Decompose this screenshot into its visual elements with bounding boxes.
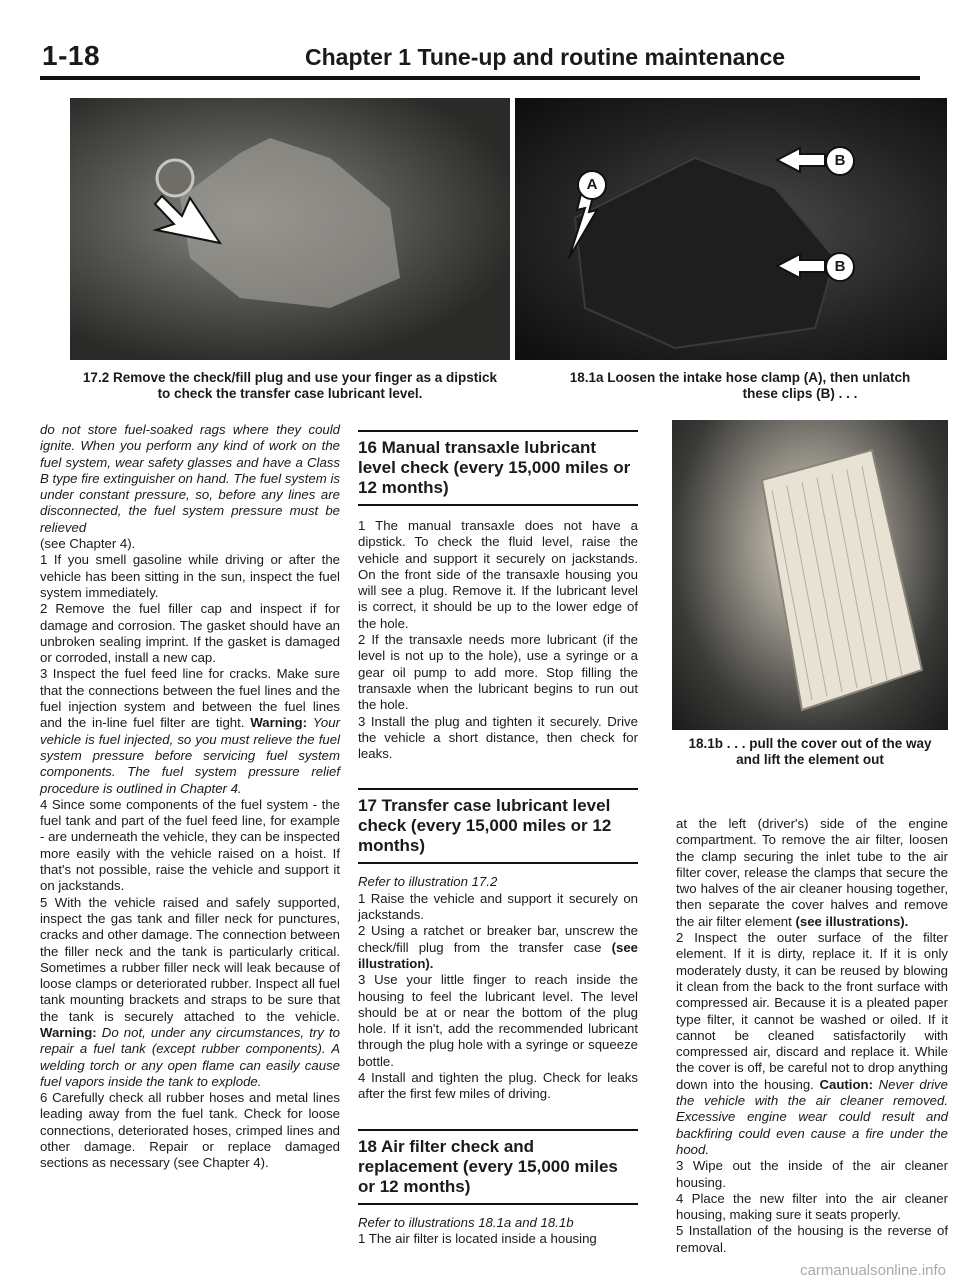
- section-17-rule-top: [358, 788, 638, 790]
- header-rule: [40, 76, 920, 80]
- marker-b-top: B: [825, 146, 855, 176]
- section-17-heading: 17 Transfer case lubricant level check (every 15,000 miles or 12 months): [358, 796, 612, 856]
- caption-18-1a: [535, 370, 945, 402]
- air-filter-icon: [672, 420, 948, 730]
- paragraph-air-filter-5: 5 Installation of the housing is the reverse of removal.: [676, 1223, 948, 1255]
- section-17-rule-bottom: [358, 862, 638, 864]
- section-16-rule-top: [358, 430, 638, 432]
- caption-18-1b: [672, 736, 948, 768]
- section-17-paragraph-3: 3 Use your little finger to reach inside the housing to feel the lubricant level. The level should be at or near the bottom of the plug hole. If it isn't, add the recommended lubricant through the plug hole with a syringe or squeeze bottle.: [358, 972, 638, 1069]
- paragraph-5: 5 With the vehicle raised and safely supported, inspect the gas tank and filler neck for punctures, cracks and other damage. The connection between the filler neck and the tank is particularly critical. Sometimes a rubber filler neck will leak because of loose clamps or deteriorated rubber. Inspect all fuel tank mounting brackets and straps to be sure that the tank is securely attached to the vehicle. Warning: Do not, under any circumstances, try to repair a fuel tank (except rubber components). A welding torch or any open flame can easily cause fuel vapors inside the tank to explode.: [40, 894, 340, 1089]
- arrow-icon: [70, 98, 510, 360]
- arrows-icon: [515, 98, 947, 360]
- photo-18-1a: [515, 98, 947, 360]
- paragraph-air-filter-4: 4 Place the new filter into the air cleaner housing, making sure it seats properly.: [676, 1190, 948, 1223]
- section-18-rule-top: [358, 1129, 638, 1131]
- caption-18-1b-line2: and lift the element out: [736, 752, 884, 767]
- section-16-rule-bottom: [358, 504, 638, 506]
- column-3: [676, 816, 948, 1256]
- marker-b-bottom: B: [825, 252, 855, 282]
- section-18-paragraph-1: 1 The air filter is located inside a housing: [358, 1230, 597, 1246]
- paragraph-air-filter-2: 2 Inspect the outer surface of the filter element. If it is dirty, replace it. If it is only moderately dusty, it can be reused by blowing it clean from the back to the front surface with compressed air. Because it is a pleated paper type filter, it cannot be washed or oiled. If it cannot be cleaned satisfactorily with compressed air, discard and replace it. While the cover is off, be careful not to drop anything down into the housing. Caution: Never drive the vehicle with the air cleaner removed. Excessive engine wear could result and backfiring could even cause a fire under the hood.: [676, 930, 948, 1157]
- photo-17-2: [70, 98, 510, 360]
- caption-17-2-line2: to check the transfer case lubricant level.: [157, 386, 423, 401]
- paragraph-fuel-intro: do not store fuel-soaked rags where they could ignite. When you perform any kind of work on the fuel system, wear safety glasses and have a Class B type fire extinguisher on hand. The fuel system is under constant pressure, so, before any lines are disconnected, the fuel system pressure must be relieved: [40, 422, 340, 535]
- marker-a: A: [577, 170, 607, 200]
- section-17-paragraph-1: 1 Raise the vehicle and support it securely on jackstands.: [358, 890, 638, 923]
- column-2: [358, 430, 638, 1247]
- paragraph-see-chapter: (see Chapter 4).: [40, 536, 136, 552]
- paragraph-2: 2 Remove the fuel filler cap and inspect if for damage and corrosion. The gasket should have an unbroken sealing imprint. If the gasket is damaged or corroded, install a new cap.: [40, 601, 340, 666]
- section-17-reference: Refer to illustration 17.2: [358, 874, 498, 890]
- section-16-heading: 16 Manual transaxle lubricant level check (every 15,000 miles or 12 months): [358, 438, 631, 497]
- section-18-heading: 18 Air filter check and replacement (every 15,000 miles or 12 months): [358, 1136, 618, 1196]
- paragraph-air-filter-1: at the left (driver's) side of the engine compartment. To remove the air filter, loosen the clamp securing the inlet tube to the air filter cover, release the clamps that secure the two halves of the air cleaner housing together, then separate the cover halves and remove the air filter element (see illustrations).: [676, 816, 948, 929]
- paragraph-6: 6 Carefully check all rubber hoses and metal lines leading away from the fuel tank. Check for loose connections, deteriorated hoses, crimped lines and other damage. Repair or replace damaged sections as necessary (see Chapter 4).: [40, 1090, 340, 1171]
- photo-18-1b: [672, 420, 948, 730]
- column-1: [40, 422, 340, 1172]
- caption-18-1b-line1: 18.1b . . . pull the cover out of the way: [688, 736, 932, 751]
- section-17-paragraph-4: 4 Install and tighten the plug. Check for leaks after the first few miles of driving.: [358, 1070, 638, 1102]
- section-18-reference: Refer to illustrations 18.1a and 18.1b: [358, 1214, 574, 1230]
- section-16-paragraph-1: 1 The manual transaxle does not have a dipstick. To check the fluid level, raise the vehicle and support it securely on jackstands. On the front side of the transaxle housing you will see a plug. Remove it. If the lubricant level is correct, it should be up to the lower edge of the hole.: [358, 518, 638, 631]
- page-number: 1-18: [42, 40, 101, 71]
- watermark: carmanualsonline.info: [800, 1262, 946, 1279]
- caption-18-1a-line1: 18.1a Loosen the intake hose clamp (A), then unlatch: [569, 370, 911, 385]
- caption-17-2: [70, 370, 510, 402]
- section-16-paragraph-2: 2 If the transaxle needs more lubricant (if the level is not up to the hole), use a syringe or a gear oil pump to add more. Stop filling the transaxle when the lubricant begins to run out the hole.: [358, 632, 638, 713]
- paragraph-4: 4 Since some components of the fuel system - the fuel tank and part of the fuel feed line, for example - are underneath the vehicle, they can be inspected more easily with the vehicle raised on a hoist. If that's not possible, raise the vehicle and support it on jackstands.: [40, 796, 340, 894]
- section-18-rule-bottom: [358, 1203, 638, 1205]
- chapter-title: Chapter 1 Tune-up and routine maintenance: [305, 44, 786, 70]
- caption-18-1a-line2: these clips (B) . . .: [742, 386, 858, 401]
- paragraph-1: 1 If you smell gasoline while driving or after the vehicle has been sitting in the sun, inspect the fuel system immediately.: [40, 552, 340, 600]
- paragraph-3: 3 Inspect the fuel feed line for cracks. Make sure that the connections between the fuel lines and the fuel injection system and between the fuel lines and the in-line fuel filter are tight. Warning: Your vehicle is fuel injected, so you must relieve the fuel system pressure before servicing fuel system components. The fuel system pressure relief procedure is outlined in Chapter 4.: [40, 666, 340, 796]
- paragraph-air-filter-3: 3 Wipe out the inside of the air cleaner housing.: [676, 1158, 948, 1190]
- section-16-paragraph-3: 3 Install the plug and tighten it securely. Drive the vehicle a short distance, then check for leaks.: [358, 713, 638, 762]
- section-17-paragraph-2: 2 Using a ratchet or breaker bar, unscrew the check/fill plug from the transfer case (see illustration).: [358, 923, 638, 971]
- caption-17-2-line1: 17.2 Remove the check/fill plug and use your finger as a dipstick: [82, 370, 498, 385]
